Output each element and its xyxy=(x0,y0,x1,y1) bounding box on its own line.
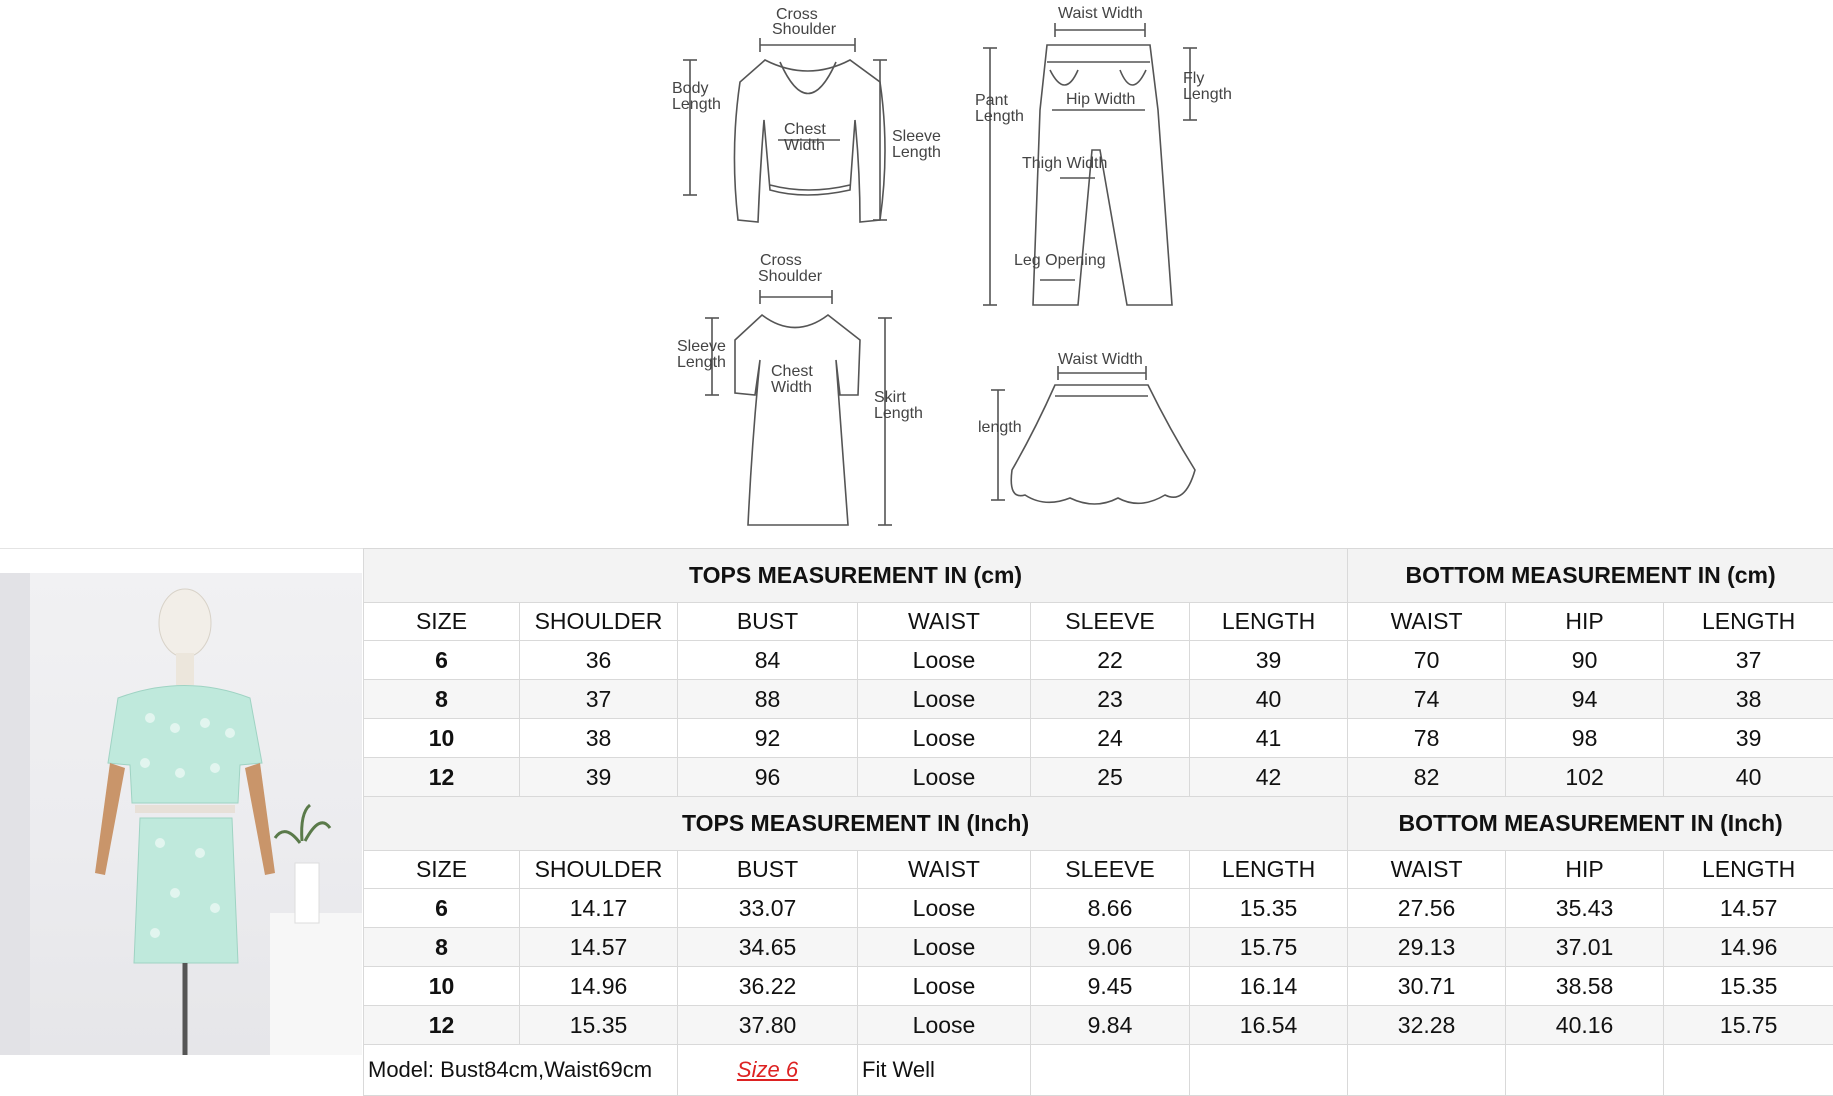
skirt-drawing xyxy=(991,366,1195,504)
top-cross-shoulder-label-1: Cross xyxy=(776,6,818,23)
empty-cell xyxy=(1348,1045,1506,1096)
dress-skirt-length-label-1: Skirt xyxy=(874,389,907,406)
table-cell: Loose xyxy=(858,641,1031,680)
table-cell: 37 xyxy=(1664,641,1833,680)
table-row xyxy=(364,680,1833,719)
inch-title-row xyxy=(364,797,1833,851)
table-cell: 29.13 xyxy=(1348,928,1506,967)
model-info-row xyxy=(364,1045,1833,1096)
table-cell: 30.71 xyxy=(1348,967,1506,1006)
table-row xyxy=(364,758,1833,797)
cm-title-row xyxy=(364,549,1833,603)
skirt-length-label: length xyxy=(978,419,1022,436)
table-cell: 8 xyxy=(364,928,520,967)
table-cell: 10 xyxy=(364,967,520,1006)
table-cell: 37.01 xyxy=(1506,928,1664,967)
pants-thigh-width-label: Thigh Width xyxy=(1022,155,1107,172)
column-header: LENGTH xyxy=(1190,603,1348,641)
table-row xyxy=(364,967,1833,1006)
table-cell: 36 xyxy=(520,641,678,680)
table-cell: 8.66 xyxy=(1031,889,1190,928)
table-cell: 14.57 xyxy=(520,928,678,967)
table-cell: 12 xyxy=(364,758,520,797)
model-size: Size 6 xyxy=(678,1045,858,1096)
table-cell: 14.17 xyxy=(520,889,678,928)
pants-fly-length-label-1: Fly xyxy=(1183,70,1204,87)
table-cell: 88 xyxy=(678,680,858,719)
dress-sleeve-length-label-2: Length xyxy=(677,354,726,371)
tops-cm-title: TOPS MEASUREMENT IN (cm) xyxy=(364,549,1348,603)
skirt-waist-width-label: Waist Width xyxy=(1058,351,1143,368)
table-cell: 39 xyxy=(1190,641,1348,680)
table-cell: Loose xyxy=(858,758,1031,797)
table-cell: 40.16 xyxy=(1506,1006,1664,1045)
table-cell: 82 xyxy=(1348,758,1506,797)
table-row xyxy=(364,928,1833,967)
column-header: SLEEVE xyxy=(1031,851,1190,889)
size-chart xyxy=(363,548,1833,1080)
table-cell: 32.28 xyxy=(1348,1006,1506,1045)
fit-note: Fit Well xyxy=(858,1045,1031,1096)
column-header: SHOULDER xyxy=(520,851,678,889)
table-row xyxy=(364,889,1833,928)
table-cell: Loose xyxy=(858,889,1031,928)
table-cell: 42 xyxy=(1190,758,1348,797)
table-cell: 92 xyxy=(678,719,858,758)
table-cell: Loose xyxy=(858,967,1031,1006)
table-cell: 15.35 xyxy=(520,1006,678,1045)
tops-inch-title: TOPS MEASUREMENT IN (Inch) xyxy=(364,797,1348,851)
column-header: SIZE xyxy=(364,603,520,641)
size-table xyxy=(363,548,1833,1096)
empty-cell xyxy=(1664,1045,1833,1096)
column-header: WAIST xyxy=(858,603,1031,641)
pants-leg-opening-label: Leg Opening xyxy=(1014,252,1106,269)
table-cell: 33.07 xyxy=(678,889,858,928)
dress-cross-shoulder-label-1: Cross xyxy=(760,252,802,269)
top-sleeve-length-label-2: Length xyxy=(892,144,941,161)
table-cell: 41 xyxy=(1190,719,1348,758)
column-header: WAIST xyxy=(858,851,1031,889)
table-cell: 15.75 xyxy=(1664,1006,1833,1045)
table-cell: 15.75 xyxy=(1190,928,1348,967)
pants-fly-length-label-2: Length xyxy=(1183,86,1232,103)
pants-pant-length-label-2: Length xyxy=(975,108,1024,125)
table-cell: 102 xyxy=(1506,758,1664,797)
table-cell: 14.57 xyxy=(1664,889,1833,928)
pants-pant-length-label-1: Pant xyxy=(975,92,1008,109)
table-cell: 22 xyxy=(1031,641,1190,680)
product-photo xyxy=(0,573,362,1055)
table-cell: 38 xyxy=(1664,680,1833,719)
table-cell: 37 xyxy=(520,680,678,719)
table-cell: 38 xyxy=(520,719,678,758)
dress-drawing xyxy=(705,290,892,525)
table-cell: 10 xyxy=(364,719,520,758)
table-cell: 9.45 xyxy=(1031,967,1190,1006)
table-cell: 12 xyxy=(364,1006,520,1045)
table-cell: 15.35 xyxy=(1190,889,1348,928)
top-chest-width-label-1: Chest xyxy=(784,121,826,138)
top-sleeve-length-label-1: Sleeve xyxy=(892,128,941,145)
table-cell: 84 xyxy=(678,641,858,680)
table-cell: 40 xyxy=(1190,680,1348,719)
table-cell: Loose xyxy=(858,928,1031,967)
table-cell: 36.22 xyxy=(678,967,858,1006)
table-row xyxy=(364,641,1833,680)
table-cell: 94 xyxy=(1506,680,1664,719)
table-cell: 9.84 xyxy=(1031,1006,1190,1045)
table-cell: 37.80 xyxy=(678,1006,858,1045)
table-cell: 23 xyxy=(1031,680,1190,719)
pants-hip-width-label: Hip Width xyxy=(1066,91,1135,108)
table-cell: 24 xyxy=(1031,719,1190,758)
table-cell: 9.06 xyxy=(1031,928,1190,967)
empty-cell xyxy=(1031,1045,1190,1096)
bottom-inch-title: BOTTOM MEASUREMENT IN (Inch) xyxy=(1348,797,1833,851)
table-cell: 35.43 xyxy=(1506,889,1664,928)
table-cell: 34.65 xyxy=(678,928,858,967)
inch-column-header-row xyxy=(364,851,1833,889)
table-cell: 6 xyxy=(364,641,520,680)
column-header: LENGTH xyxy=(1190,851,1348,889)
column-header: BUST xyxy=(678,851,858,889)
table-cell: 98 xyxy=(1506,719,1664,758)
table-cell: 39 xyxy=(520,758,678,797)
empty-cell xyxy=(1506,1045,1664,1096)
dress-sleeve-length-label-1: Sleeve xyxy=(677,338,726,355)
top-body-length-label-2: Length xyxy=(672,96,721,113)
table-cell: 15.35 xyxy=(1664,967,1833,1006)
column-header: WAIST xyxy=(1348,851,1506,889)
table-cell: 96 xyxy=(678,758,858,797)
column-header: LENGTH xyxy=(1664,851,1833,889)
table-cell: Loose xyxy=(858,680,1031,719)
table-cell: 27.56 xyxy=(1348,889,1506,928)
table-cell: 25 xyxy=(1031,758,1190,797)
table-cell: 14.96 xyxy=(520,967,678,1006)
table-cell: 16.54 xyxy=(1190,1006,1348,1045)
model-measurements: Model: Bust84cm,Waist69cm xyxy=(364,1045,678,1096)
dress-cross-shoulder-label-2: Shoulder xyxy=(758,268,823,285)
column-header: LENGTH xyxy=(1664,603,1833,641)
table-cell: 39 xyxy=(1664,719,1833,758)
empty-cell xyxy=(1190,1045,1348,1096)
table-cell: 6 xyxy=(364,889,520,928)
dress-chest-width-label-2: Width xyxy=(771,379,812,396)
column-header: SLEEVE xyxy=(1031,603,1190,641)
table-cell: 70 xyxy=(1348,641,1506,680)
column-header: SHOULDER xyxy=(520,603,678,641)
table-cell: 8 xyxy=(364,680,520,719)
table-cell: 14.96 xyxy=(1664,928,1833,967)
top-chest-width-label-2: Width xyxy=(784,137,825,154)
dress-skirt-length-label-2: Length xyxy=(874,405,923,422)
pants-waist-width-label: Waist Width xyxy=(1058,5,1143,22)
bottom-cm-title: BOTTOM MEASUREMENT IN (cm) xyxy=(1348,549,1833,603)
cm-column-header-row xyxy=(364,603,1833,641)
table-cell: 16.14 xyxy=(1190,967,1348,1006)
column-header: HIP xyxy=(1506,851,1664,889)
table-cell: 90 xyxy=(1506,641,1664,680)
table-cell: 38.58 xyxy=(1506,967,1664,1006)
top-cross-shoulder-label-2: Shoulder xyxy=(772,21,837,38)
column-header: WAIST xyxy=(1348,603,1506,641)
table-cell: 78 xyxy=(1348,719,1506,758)
column-header: BUST xyxy=(678,603,858,641)
table-row xyxy=(364,719,1833,758)
table-row xyxy=(364,1006,1833,1045)
column-header: SIZE xyxy=(364,851,520,889)
top-body-length-label-1: Body xyxy=(672,80,708,97)
table-cell: Loose xyxy=(858,1006,1031,1045)
table-cell: Loose xyxy=(858,719,1031,758)
table-cell: 74 xyxy=(1348,680,1506,719)
dress-chest-width-label-1: Chest xyxy=(771,363,813,380)
table-cell: 40 xyxy=(1664,758,1833,797)
column-header: HIP xyxy=(1506,603,1664,641)
